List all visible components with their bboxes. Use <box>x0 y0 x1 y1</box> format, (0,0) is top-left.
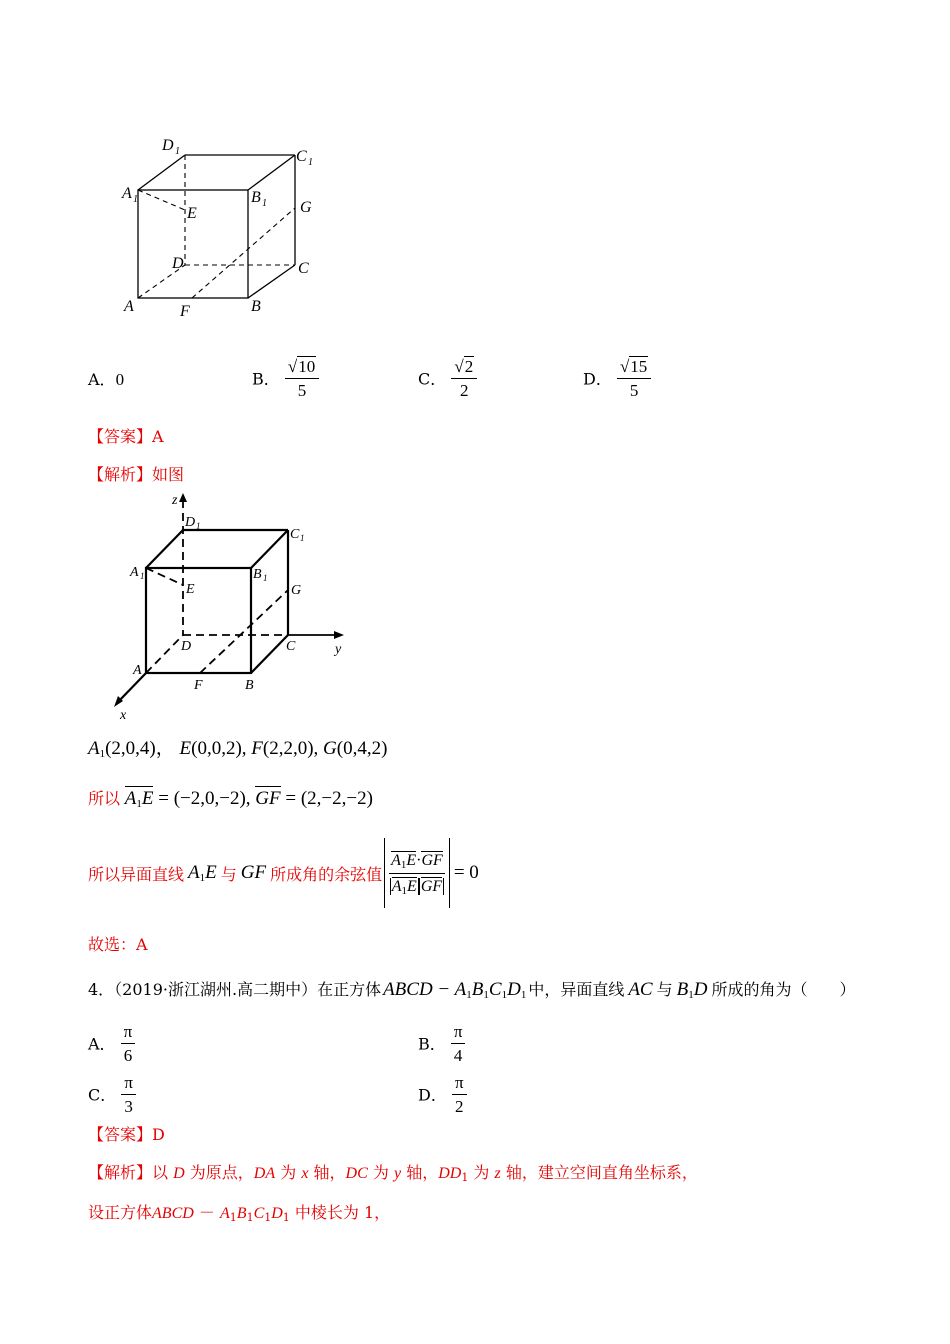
fraction: $\frac{\pi}{3}$ <box>121 1073 136 1118</box>
q4-option-c: C． $\frac{\pi}{3}$ <box>88 1073 136 1118</box>
q4-option-d: D． $\frac{\pi}{2}$ <box>418 1073 467 1118</box>
option-value: 0 <box>115 370 125 389</box>
fig1-label-f: F <box>180 303 190 320</box>
fig1-sub-d1: 1 <box>175 146 180 157</box>
svg-text:1: 1 <box>300 533 305 543</box>
point-g: G <box>323 738 337 759</box>
fig1-label-c1: C <box>296 148 307 165</box>
cube-figure-1 <box>110 130 340 330</box>
denominator: 5 <box>297 381 307 400</box>
fig1-label-b1: B <box>251 189 261 206</box>
fig1-label-a1: A <box>122 185 132 202</box>
radicand: 15 <box>630 357 648 376</box>
q3-option-c <box>418 357 477 402</box>
svg-text:1: 1 <box>263 573 268 583</box>
fig2-label-c1: C <box>290 527 300 542</box>
fraction: $\frac{√15}{5}$ <box>617 357 651 402</box>
fraction: $\frac{√10}{5}$ <box>285 357 319 402</box>
point-a1: A <box>88 738 100 759</box>
cosine-line: 所以异面直线 $A_1E$ 与 GF 所成角的余弦值 $A_1E\cdot GF$ $A_1E$ GF = 0 <box>88 838 479 908</box>
point-f: F <box>251 738 263 759</box>
answer-value: A <box>152 427 164 446</box>
fig2-label-b: B <box>245 678 254 693</box>
q4-stem: 4．（2019·浙江湖州.高二期中）在正方体 ABCD − $A_1B_1C_1D_1$ 中，异面直线 AC 与 $B_1D$ 所成的角为（ ） <box>88 979 856 1001</box>
option-letter: D． <box>583 369 612 389</box>
fig1-label-g: G <box>300 199 312 216</box>
point-e: E <box>179 738 192 759</box>
fig2-label-f: F <box>194 678 203 693</box>
fig2-axis-x: x <box>120 708 127 722</box>
denominator: 2 <box>460 381 469 400</box>
q3-option-a <box>88 370 124 390</box>
q4-option-b: B． $\frac{\pi}{4}$ <box>418 1022 465 1067</box>
radicand: 2 <box>464 357 474 376</box>
fig2-label-d: D <box>181 639 192 654</box>
svg-text:1: 1 <box>196 521 201 531</box>
q3-choice: 故选：A <box>88 935 148 954</box>
answer-tag: 【答案】 <box>88 427 153 446</box>
cube-name: ABCD − A <box>383 979 467 1000</box>
option-letter: B． <box>252 369 280 389</box>
fig1-label-e: E <box>187 205 197 222</box>
option-letter: A． <box>88 370 116 389</box>
fig2-label-c: C <box>286 639 296 654</box>
analysis-tag: 【解析】 <box>88 465 153 484</box>
q4-analysis-line2: 设正方体ABCD － $A_1B_1C_1D_1$ 中棱长为 1， <box>88 1203 391 1224</box>
coord-f: (2,2,0) <box>262 738 314 759</box>
fig2-label-e: E <box>186 582 195 597</box>
so-text: 所以 <box>88 789 121 808</box>
cosine-formula: $A_1E\cdot GF$ $A_1E$ GF <box>384 838 450 908</box>
line-a1e: A <box>188 862 200 883</box>
fig1-sub-a1: 1 <box>133 194 138 205</box>
line-gf: GF <box>240 862 267 883</box>
fig1-label-d: D <box>172 255 184 272</box>
fig1-label-c: C <box>298 260 309 277</box>
fraction: $\frac{\pi}{4}$ <box>451 1022 466 1067</box>
coords-line: $A_1(2,0,4)$， E(0,0,2), F(2,2,0), G(0,4,2) <box>88 738 388 760</box>
q3-answer <box>88 427 164 447</box>
q4-analysis-line1: 【解析】以 D 为原点，DA 为 x 轴，DC 为 y 轴，$DD_1$ 为 z 轴，建立空间直角坐标系， <box>88 1163 698 1184</box>
denominator: 5 <box>629 381 639 400</box>
answer-value: D <box>152 1125 165 1144</box>
line-b1d: B <box>676 979 689 1000</box>
cube-figure-2 <box>108 490 358 722</box>
radicand: 10 <box>298 357 316 376</box>
q3-option-d <box>583 357 651 402</box>
fig1-sub-b1: 1 <box>262 198 267 209</box>
cosine-result: = 0 <box>453 862 479 883</box>
fig1-sub-c1: 1 <box>308 157 313 168</box>
coord-a1: (2,0,4)， <box>105 738 175 759</box>
fig2-axis-z: z <box>172 493 178 508</box>
fig1-label-a: A <box>124 298 134 315</box>
fraction: $\frac{\pi}{6}$ <box>121 1022 136 1067</box>
fig2-axis-y: y <box>335 642 342 657</box>
fig2-label-d1: D <box>185 515 196 530</box>
vec-a1e-head: A <box>124 788 137 809</box>
line-ac: AC <box>628 979 653 1000</box>
coord-g: (0,4,2) <box>336 738 388 759</box>
vec-gf: GF <box>255 788 281 809</box>
fig2-label-a1: A <box>130 565 139 580</box>
fig2-label-g: G <box>291 583 302 598</box>
vector-line: 所以 $A_1E = (-2,0,-2)$, GF = (2,−2,−2) <box>88 788 373 810</box>
fig1-label-b: B <box>251 298 261 315</box>
svg-text:1: 1 <box>140 571 145 581</box>
vec-gf-value: = (2,−2,−2) <box>285 788 373 809</box>
q4-option-a: A． $\frac{\pi}{6}$ <box>88 1022 135 1067</box>
q3-analysis <box>88 465 184 485</box>
fig2-label-a: A <box>133 663 142 678</box>
fraction: $\frac{\pi}{2}$ <box>452 1073 467 1118</box>
analysis-text: 如图 <box>152 465 185 484</box>
q3-option-b <box>252 357 319 402</box>
fraction: $\frac{√2}{2}$ <box>451 357 477 402</box>
q4-answer: 【答案】D <box>88 1125 165 1144</box>
vec-a1e-value: = (−2,0,−2), <box>158 788 251 809</box>
fig2-label-b1: B <box>253 567 262 582</box>
fig1-label-d1: D <box>162 137 174 154</box>
coord-e: (0,0,2) <box>191 738 242 759</box>
option-letter: C． <box>418 369 447 389</box>
